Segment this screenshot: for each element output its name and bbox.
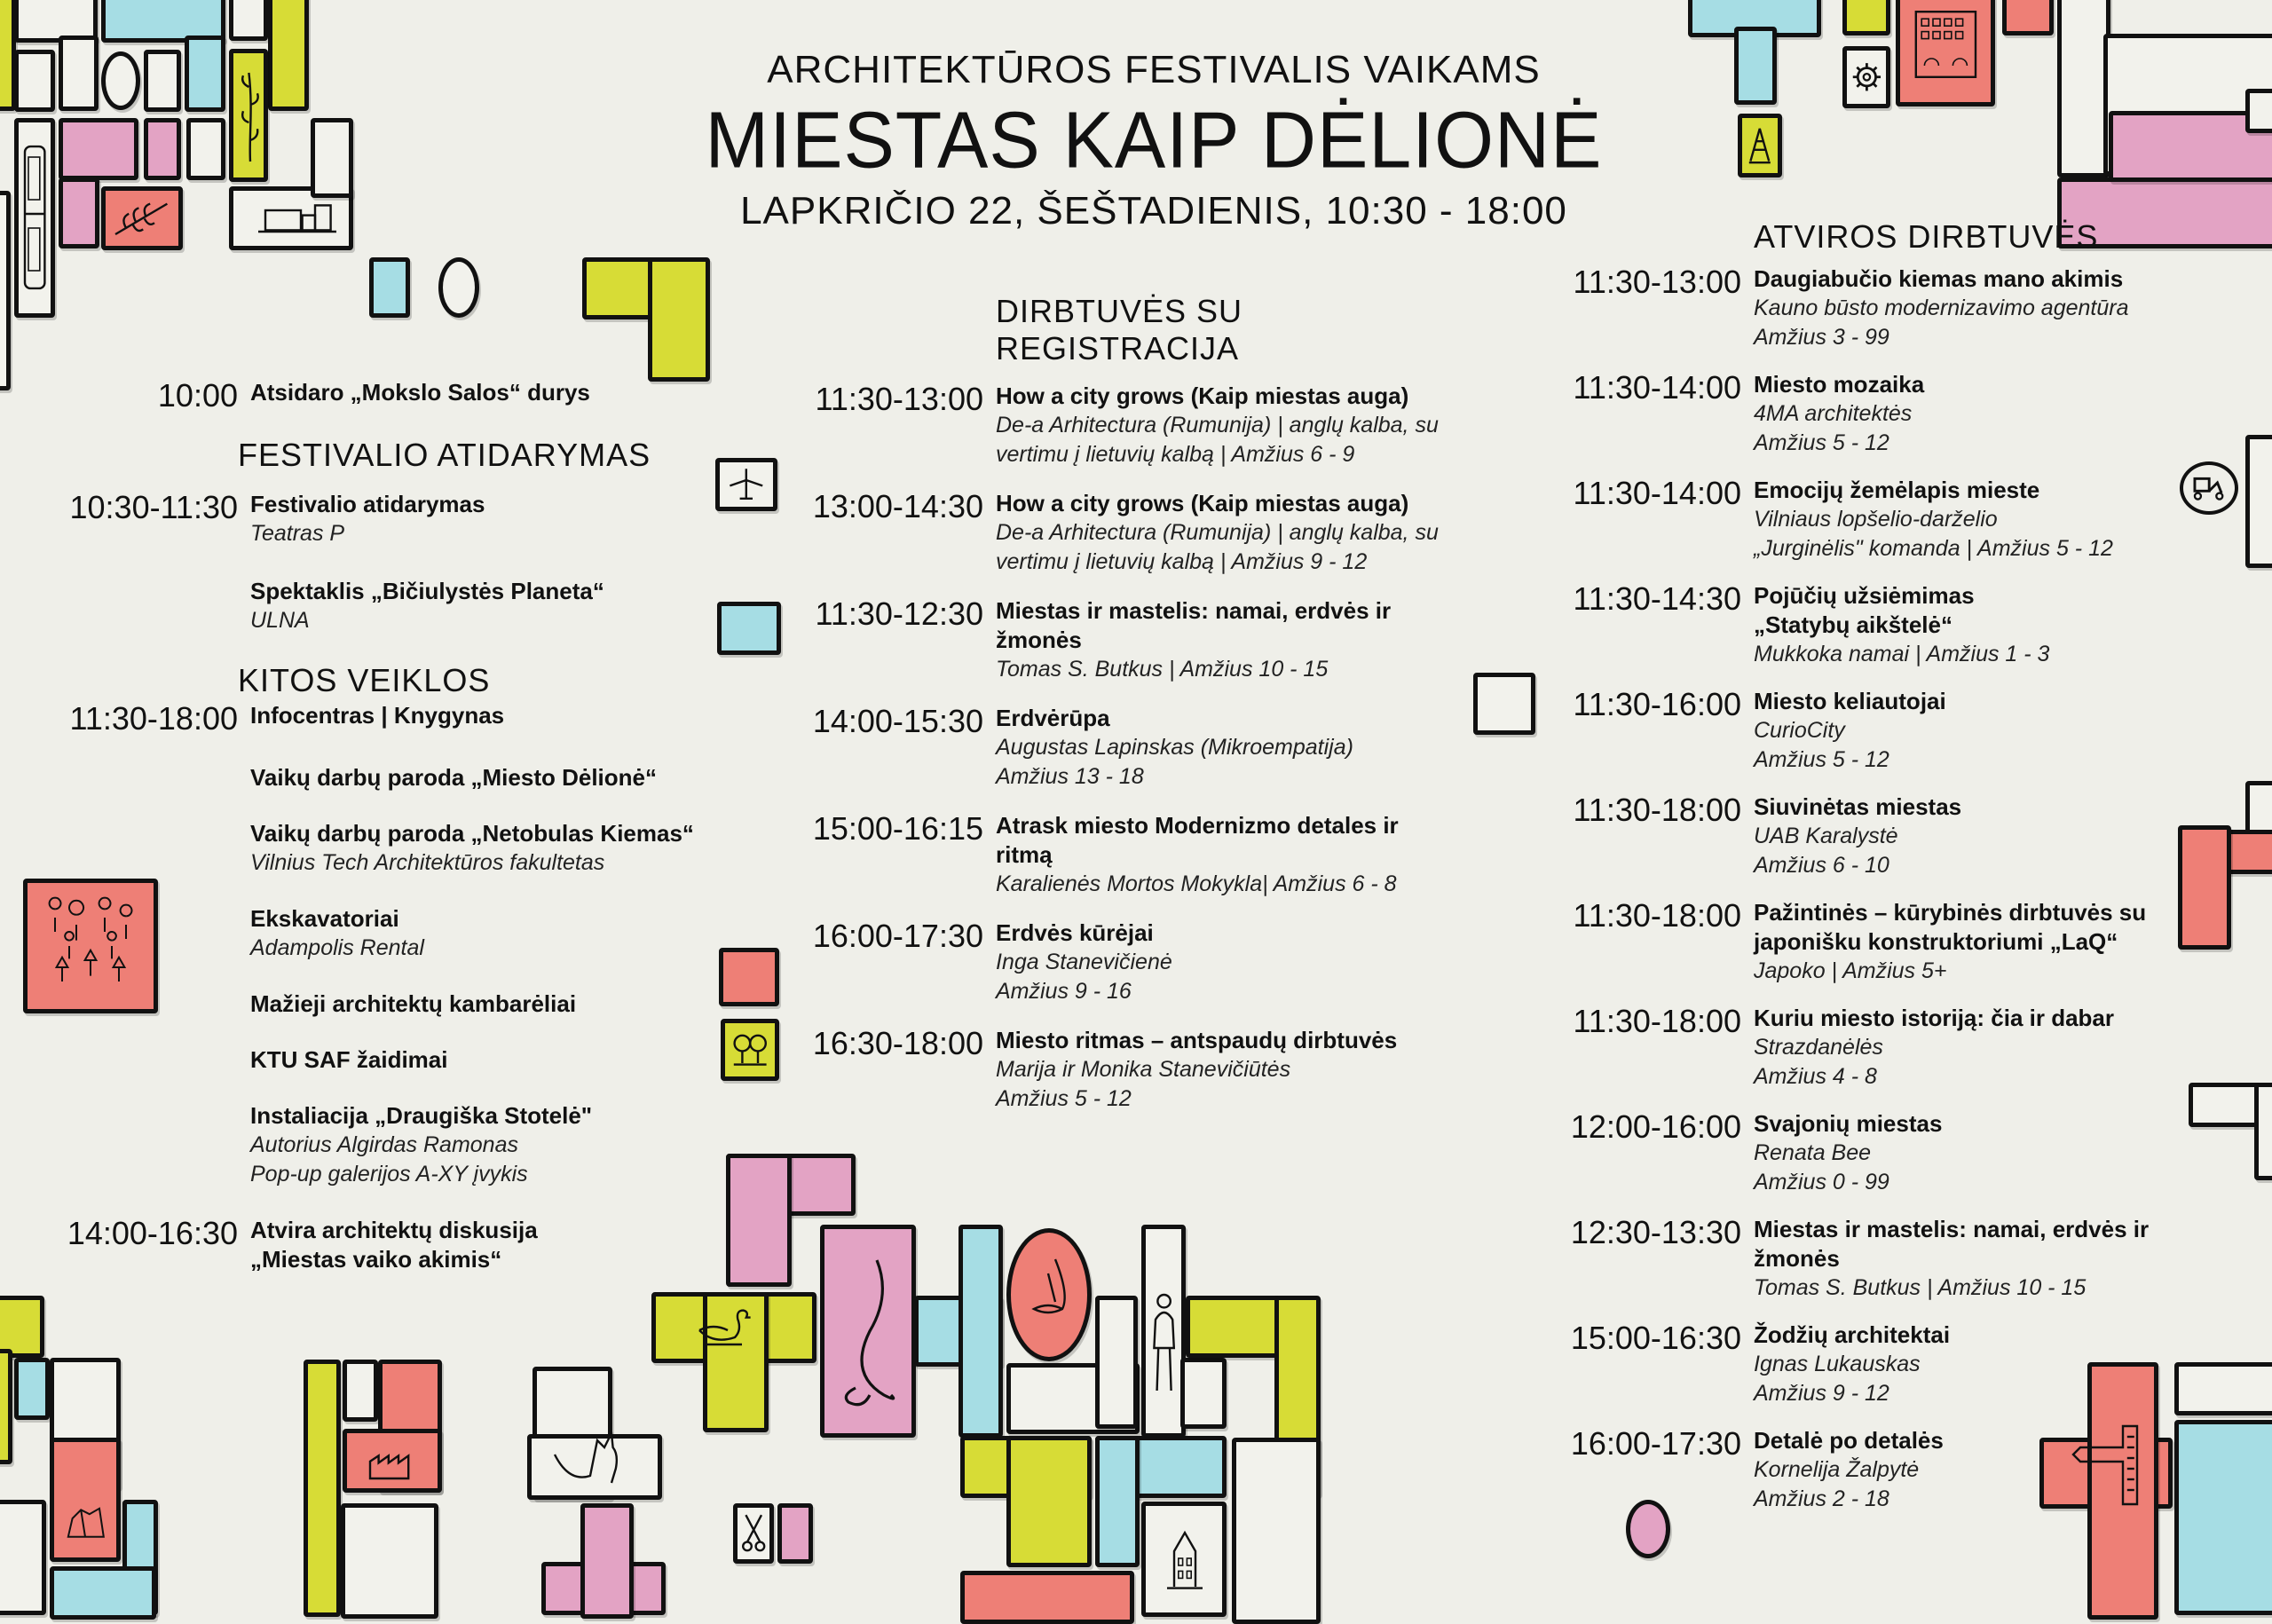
festival-date: LAPKRIČIO 22, ŠEŠTADIENIS, 10:30 - 18:00 [740,189,1567,233]
block-pink [144,118,181,180]
event-title: Atvira architektų diskusija [250,1217,538,1243]
event-title: „Statybų aikštelė“ [1754,611,1952,638]
event-age: Amžius 9 - 12 [1754,1381,1889,1406]
event-time: 11:30-18:00 [1573,1003,1741,1039]
event-host: Renata Bee [1754,1140,1872,1165]
block-red [2002,0,2054,35]
event-age: Amžius 0 - 99 [1754,1170,1889,1194]
schedule-row [27,989,737,1019]
event-host: „Jurginėlis" komanda | Amžius 5 - 12 [1754,536,2113,561]
block-white [2057,0,2110,177]
event-title: Vaikų darbų paroda „Miesto Dėlionė“ [250,764,657,791]
schedule-row [27,378,737,414]
schedule-row [1544,581,2245,669]
event-age: Amžius 5 - 12 [1754,747,1889,772]
event-title: Miesto keliautojai [1754,688,1946,714]
block-pink-T [580,1503,634,1619]
event-host: Tomas S. Butkus | Amžius 10 - 15 [996,657,1329,682]
block-circle [438,257,479,318]
event-host: UAB Karalystė [1754,824,1898,848]
event-host: Teatras P [250,521,345,546]
schedule-row [1544,476,2245,564]
block-white [1232,1438,1321,1624]
event-host: 4MA architektės [1754,401,1913,426]
event-title: Spektaklis „Bičiulystės Planeta“ [250,578,604,604]
schedule-row [27,904,737,963]
event-title: How a city grows (Kaip miestas auga) [996,382,1409,409]
scissors-icon [737,1507,770,1560]
block-red [960,1571,1134,1624]
block-white [14,50,55,112]
block-yellow [268,0,309,111]
event-title: Miestas ir mastelis: namai, erdvės ir [996,597,1392,624]
block-blue-L [1095,1436,1140,1567]
event-title: Vaikų darbų paroda „Netobulas Kiemas“ [250,820,694,847]
schedule-row [790,1026,1491,1114]
section-title-festival: FESTIVALIO ATIDARYMAS [238,437,651,473]
block-pink [59,118,138,180]
event-host: Karalienės Mortos Mokykla| Amžius 6 - 8 [996,871,1397,896]
schedule-row [1544,264,2245,352]
block-yellow [0,1349,12,1464]
event-time: 12:00-16:00 [1570,1108,1741,1145]
event-time: 11:30-14:00 [1573,475,1741,511]
block-white [341,1503,438,1619]
schedule-row [1544,1215,2245,1303]
event-title: Instaliacija „Draugiška Stotelė" [250,1102,593,1129]
event-title: Mažieji architektų kambarėliai [250,990,577,1017]
event-host: Kornelija Žalpytė [1754,1457,1920,1482]
event-host: Augustas Lapinskas (Mikroempatija) [996,735,1353,760]
event-host: Inga Stanevičienė [996,950,1172,974]
event-title: Žodžių architektai [1754,1321,1951,1348]
schedule-row [1544,370,2245,458]
event-time: 11:30-14:30 [1573,580,1741,617]
block-white [2254,1083,2272,1180]
event-host: ULNA [250,608,310,633]
block-white [343,1360,378,1422]
event-time: 16:00-17:30 [1570,1425,1741,1462]
block-white [1095,1296,1138,1429]
building-icon [248,195,346,240]
event-title: „Miestas vaiko akimis“ [250,1246,502,1273]
event-host: De-a Arhitectura (Rumunija) | anglų kalba, su [996,520,1439,545]
event-title: Atrask miesto Modernizmo detales ir [996,812,1399,839]
schedule-row [790,811,1491,899]
traffic-cone-icon [1741,119,1779,172]
schedule-row [790,918,1491,1006]
event-title: žmonės [996,627,1082,653]
schedule-row [27,819,737,878]
schedule-row [790,704,1491,792]
bird-icon [1021,1242,1079,1340]
event-host: Strazdanėlės [1754,1035,1883,1060]
block-blue [185,35,225,112]
schedule-row [27,1045,737,1075]
duck-icon [683,1296,772,1358]
cat-icon [536,1418,651,1496]
block-pink [59,177,99,248]
event-time: 12:30-13:30 [1570,1214,1741,1250]
section-title-open: ATVIROS DIRBTUVĖS [1754,218,2099,255]
event-host: Kauno būsto modernizavimo agentūra [1754,296,2129,320]
schedule-row [1544,1320,2245,1408]
event-host: Marija ir Monika Stanevičiūtės [996,1057,1291,1082]
event-time: 11:30-12:30 [815,595,983,632]
middle-column [790,293,1491,1114]
schedule-row [27,763,737,792]
schedule-row [1544,1109,2245,1197]
event-host: Japoko | Amžius 5+ [1754,958,1947,983]
event-time: 15:00-16:15 [812,810,983,847]
rock-icon [59,1500,112,1544]
event-title: Daugiabučio kiemas mano akimis [1754,265,2124,292]
event-host: Vilnius Tech Architektūros fakultetas [250,850,605,875]
event-title: Miesto ritmas – antspaudų dirbtuvės [996,1027,1398,1053]
section-title-registration: DIRBTUVĖS SU REGISTRACIJA [996,293,1243,367]
event-host: vertimu į lietuvių kalbą | Amžius 9 - 12 [996,549,1368,574]
event-title: Pažintinės – kūrybinės dirbtuvės su [1754,899,2147,926]
schedule-row [27,701,737,737]
event-title: Atsidaro „Mokslo Salos“ durys [250,379,590,406]
schedule-row [1544,687,2245,775]
block-blue-T [1734,27,1777,105]
event-title: Erdvės kūrėjai [996,919,1154,946]
event-host: Tomas S. Butkus | Amžius 10 - 15 [1754,1275,2087,1300]
festival-title: MIESTAS KAIP DĖLIONĖ [705,95,1603,185]
event-title: Emocijų žemėlapis mieste [1754,477,2040,503]
event-age: Amžius 6 - 10 [1754,853,1889,878]
festival-subtitle: ARCHITEKTŪROS FESTIVALIS VAIKAMS [767,48,1541,91]
house-icon [1154,1514,1216,1603]
block-pink [777,1503,813,1564]
event-time: 16:30-18:00 [812,1025,983,1061]
schedule-row [27,1216,737,1274]
event-time: 11:30-13:00 [815,381,983,417]
event-title: Erdvėrūpa [996,705,1110,731]
block-white [229,0,268,41]
gear-icon [1846,50,1887,105]
event-title: japonišku konstruktoriumi „LaQ“ [1754,928,2118,955]
event-title: Festivalio atidarymas [250,491,485,517]
block-white [59,35,99,111]
event-age: Amžius 2 - 18 [1754,1486,1889,1511]
right-column [1544,218,2245,1514]
block-yellow [1842,0,1890,35]
event-time: 14:00-16:30 [67,1215,238,1251]
block-blue-plus [958,1225,1003,1438]
event-time: 11:30-18:00 [69,700,238,737]
schedule-row [27,577,737,635]
block-white-edge [0,191,11,390]
block-white [311,118,353,198]
event-time: 14:00-15:30 [812,703,983,739]
block-circle [101,51,140,110]
event-age: Amžius 13 - 18 [996,764,1144,789]
schedule-row [790,596,1491,684]
block-white [186,118,225,180]
event-host: Mukkoka namai | Amžius 1 - 3 [1754,642,2050,666]
section-title-other: KITOS VEIKLOS [238,662,491,698]
schedule-row [27,490,737,548]
event-title: Infocentras | Knygynas [250,702,505,729]
block-yellow-triangles [304,1360,341,1617]
event-title: ritmą [996,841,1053,868]
plant-icon [233,53,268,177]
event-host: De-a Arhitectura (Rumunija) | anglų kalba, su [996,413,1439,438]
event-age: Amžius 5 - 12 [996,1086,1132,1111]
block-blue [50,1566,156,1620]
schedule-row [27,1101,737,1189]
factory-icon [355,1438,435,1487]
block-white [2245,89,2272,133]
event-time: 13:00-14:30 [812,488,983,524]
event-title: Miestas ir mastelis: namai, erdvės ir [1754,1216,2150,1242]
event-title: KTU SAF žaidimai [250,1046,448,1073]
block-white [144,50,181,112]
event-host: vertimu į lietuvių kalbą | Amžius 6 - 9 [996,442,1355,467]
bus-icon [18,124,51,311]
block-white [0,1500,46,1615]
event-host: Vilniaus lopšelio-darželio [1754,507,1998,532]
event-time: 10:30-11:30 [69,489,238,525]
worm-icon [825,1234,911,1429]
schedule-row [790,382,1491,469]
event-age: Amžius 9 - 16 [996,979,1132,1004]
event-title: Siuvinėtas miestas [1754,793,1962,820]
event-host: Pop-up galerijos A-XY įvykis [250,1162,528,1186]
event-age: Amžius 4 - 8 [1754,1064,1877,1089]
event-time: 11:30-16:00 [1573,686,1741,722]
event-title: žmonės [1754,1245,1840,1272]
apartment-icon [1903,0,1988,89]
block-blue [14,1358,50,1420]
event-title: Miesto mozaika [1754,371,1925,398]
block-yellow-circles [1006,1436,1092,1567]
event-time: 10:00 [157,377,238,414]
event-time: 15:00-16:30 [1570,1320,1741,1356]
event-host: Adampolis Rental [250,935,424,960]
event-title: Svajonių miestas [1754,1110,1943,1137]
schedule-row [1544,898,2245,986]
event-age: Amžius 5 - 12 [1754,430,1889,455]
block-white [2245,435,2272,568]
event-host: Autorius Algirdas Ramonas [250,1132,518,1157]
person-icon [1145,1278,1182,1411]
event-title: Kuriu miesto istoriją: čia ir dabar [1754,1005,2114,1031]
poster-header [621,44,1686,238]
event-title: How a city grows (Kaip miestas auga) [996,490,1409,516]
event-age: Amžius 3 - 99 [1754,325,1889,350]
left-column [27,378,737,1274]
event-title: Ekskavatoriai [250,905,399,932]
block-blue [369,257,410,318]
event-title: Pojūčių užsiėmimas [1754,582,1975,609]
leaf-icon [105,190,179,247]
event-time: 16:00-17:30 [812,918,983,954]
event-time: 11:30-18:00 [1573,792,1741,828]
event-title: Detalė po detalės [1754,1427,1944,1454]
schedule-row [790,489,1491,577]
event-host: CurioCity [1754,718,1845,743]
block-white [1180,1358,1227,1429]
event-time: 11:30-14:00 [1573,369,1741,406]
schedule-row [1544,792,2245,880]
event-time: 11:30-18:00 [1573,897,1741,934]
event-time: 11:30-13:00 [1573,264,1741,300]
block-yellow-L [648,257,710,382]
event-host: Ignas Lukauskas [1754,1352,1921,1376]
schedule-row [1544,1004,2245,1092]
schedule-row [1544,1426,2245,1514]
